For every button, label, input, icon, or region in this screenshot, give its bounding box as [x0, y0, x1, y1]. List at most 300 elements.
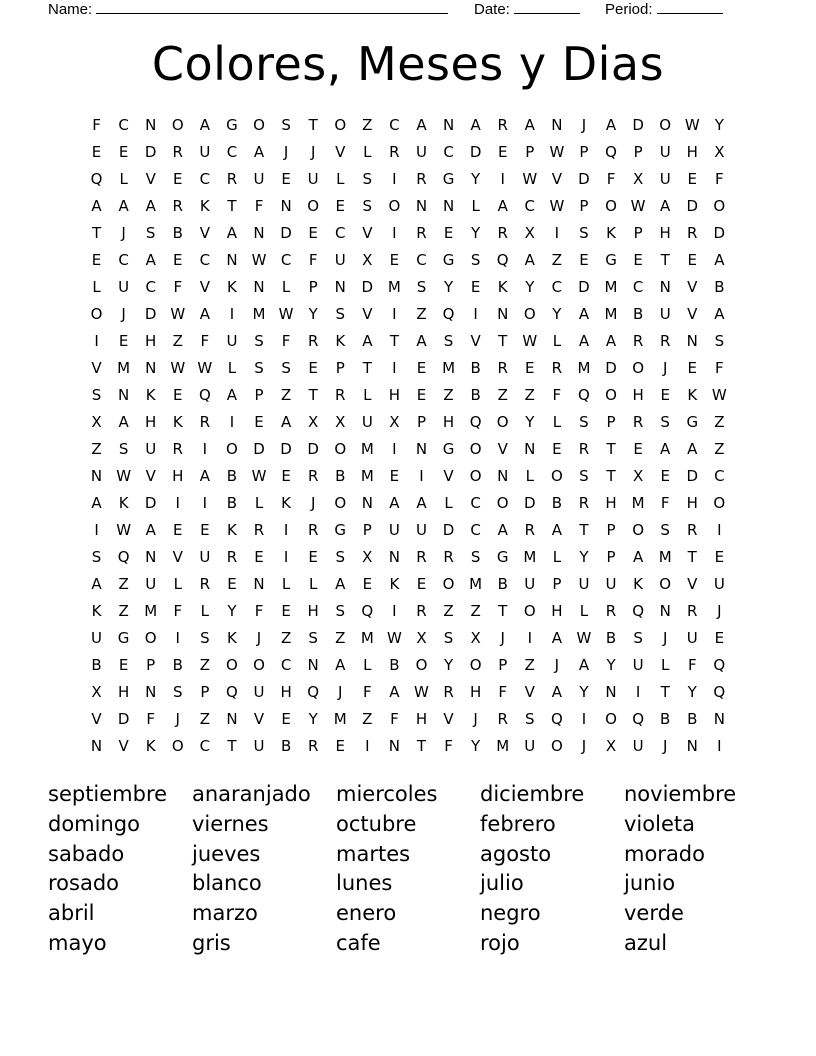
grid-letter: I — [283, 521, 289, 539]
grid-letter: P — [525, 143, 535, 161]
word-bank-item: miercoles — [336, 782, 438, 806]
grid-letter: A — [145, 521, 156, 539]
grid-letter: X — [389, 413, 400, 431]
grid-letter: A — [660, 197, 671, 215]
grid-letter: J — [500, 629, 505, 647]
name-field — [48, 0, 448, 19]
grid-letter: F — [552, 386, 562, 404]
grid-letter: K — [118, 494, 129, 512]
grid-letter: A — [551, 629, 562, 647]
grid-letter: P — [552, 575, 562, 593]
grid-letter: Z — [335, 629, 346, 647]
grid-letter: L — [254, 494, 264, 512]
grid-letter: K — [227, 278, 237, 296]
grid-letter: M — [144, 602, 158, 620]
grid-letter: V — [91, 710, 102, 728]
grid-letter: N — [280, 197, 292, 215]
grid-letter: C — [551, 278, 563, 296]
grid-letter: V — [253, 710, 265, 728]
grid-letter: E — [118, 143, 129, 161]
grid-letter: L — [661, 656, 670, 674]
grid-letter: Z — [443, 602, 454, 620]
grid-letter: K — [606, 224, 616, 242]
grid-letter: B — [91, 656, 102, 674]
grid-letter: D — [144, 494, 157, 512]
grid-letter: U — [145, 440, 157, 458]
grid-letter: V — [145, 467, 156, 485]
grid-letter: S — [118, 440, 129, 458]
grid-letter: E — [173, 251, 183, 269]
grid-letter: Y — [308, 305, 318, 323]
grid-letter: S — [579, 413, 589, 431]
grid-letter: L — [525, 467, 534, 485]
grid-letter: S — [281, 359, 291, 377]
grid-letter: B — [632, 305, 644, 323]
grid-letter: C — [443, 143, 454, 161]
grid-letter: A — [470, 116, 481, 134]
grid-letter: T — [660, 683, 670, 701]
grid-letter: C — [118, 116, 129, 134]
grid-letter: K — [633, 575, 644, 593]
grid-row — [83, 328, 733, 355]
grid-letter: A — [524, 116, 535, 134]
grid-letter: R — [632, 332, 644, 350]
grid-letter: M — [333, 710, 347, 728]
word-bank-item: anaranjado — [192, 782, 311, 806]
grid-letter: E — [633, 440, 643, 458]
grid-letter: Z — [714, 440, 725, 458]
grid-letter: W — [251, 251, 267, 269]
grid-letter: A — [551, 683, 562, 701]
grid-letter: E — [335, 197, 345, 215]
grid-letter: O — [442, 575, 455, 593]
grid-letter: G — [226, 116, 238, 134]
grid-letter: S — [254, 359, 264, 377]
grid-letter: R — [199, 413, 211, 431]
grid-letter: P — [254, 386, 264, 404]
grid-letter: S — [579, 467, 589, 485]
grid-letter: N — [253, 575, 265, 593]
grid-letter: Q — [117, 548, 130, 566]
grid-letter: C — [470, 494, 481, 512]
grid-letter: T — [416, 737, 427, 755]
grid-letter: Z — [714, 413, 725, 431]
grid-letter: N — [659, 278, 671, 296]
grid-letter: E — [497, 143, 508, 161]
grid-letter: Y — [443, 656, 454, 674]
grid-letter: O — [605, 710, 617, 728]
grid-letter: Q — [496, 251, 509, 269]
grid-letter: C — [118, 251, 129, 269]
grid-letter: F — [146, 710, 156, 728]
grid-row — [83, 490, 733, 517]
grid-letter: L — [173, 575, 182, 593]
grid-letter: Y — [308, 710, 318, 728]
grid-letter: G — [442, 251, 455, 269]
grid-letter: E — [443, 224, 454, 242]
grid-letter: A — [91, 575, 102, 593]
grid-letter: A — [389, 683, 400, 701]
grid-letter: V — [524, 683, 535, 701]
grid-letter: E — [118, 332, 129, 350]
grid-letter: U — [632, 656, 644, 674]
grid-letter: W — [278, 305, 294, 323]
grid-letter: F — [660, 494, 670, 512]
grid-letter: L — [200, 602, 210, 620]
grid-letter: R — [497, 710, 508, 728]
grid-letter: D — [524, 494, 536, 512]
grid-letter: D — [144, 305, 157, 323]
grid-letter: N — [442, 197, 455, 215]
grid-letter: B — [551, 494, 563, 512]
grid-letter: R — [687, 521, 698, 539]
grid-letter: E — [687, 170, 697, 188]
grid-letter: E — [687, 251, 697, 269]
grid-letter: A — [280, 413, 292, 431]
grid-letter: R — [172, 143, 183, 161]
grid-letter: E — [714, 629, 725, 647]
date-field — [474, 0, 580, 19]
grid-letter: M — [360, 467, 374, 485]
grid-letter: E — [660, 467, 670, 485]
grid-letter: U — [91, 629, 103, 647]
grid-letter: G — [496, 548, 509, 566]
grid-letter: R — [335, 386, 346, 404]
word-bank-item: azul — [624, 930, 668, 955]
grid-letter: G — [334, 521, 347, 539]
grid-letter: S — [633, 629, 643, 647]
grid-letter: N — [524, 440, 536, 458]
grid-letter: R — [172, 197, 183, 215]
grid-letter: T — [579, 521, 589, 539]
grid-letter: R — [416, 548, 427, 566]
grid-letter: I — [202, 494, 208, 512]
grid-letter: F — [200, 332, 210, 350]
grid-letter: R — [389, 143, 400, 161]
grid-letter: Z — [524, 386, 535, 404]
grid-letter: A — [199, 116, 210, 134]
grid-letter: Y — [525, 413, 535, 431]
grid-letter: Y — [552, 305, 562, 323]
grid-letter: F — [715, 170, 724, 188]
date-blank-line — [514, 0, 580, 14]
word-bank-item: noviembre — [624, 782, 737, 806]
grid-letter: E — [416, 359, 427, 377]
grid-letter: F — [606, 170, 616, 188]
grid-letter: U — [145, 575, 157, 593]
grid-letter: Q — [605, 143, 617, 161]
grid-letter: Z — [172, 332, 183, 350]
grid-row — [83, 247, 733, 274]
grid-letter: I — [283, 548, 289, 566]
grid-letter: E — [281, 170, 291, 188]
grid-letter: U — [253, 170, 265, 188]
grid-letter: J — [662, 629, 668, 647]
word-bank-item: enero — [336, 901, 397, 926]
grid-row — [83, 274, 733, 301]
grid-letter: N — [226, 710, 238, 728]
grid-letter: E — [416, 575, 427, 593]
grid-letter: O — [632, 359, 644, 377]
grid-row — [83, 652, 733, 679]
grid-letter: R — [497, 224, 508, 242]
grid-letter: M — [252, 305, 266, 323]
grid-row — [83, 463, 733, 490]
grid-letter: O — [523, 602, 536, 620]
grid-letter: F — [173, 602, 183, 620]
grid-letter: D — [605, 359, 617, 377]
grid-letter: Z — [416, 305, 427, 323]
grid-letter: R — [443, 683, 454, 701]
grid-letter: L — [281, 278, 291, 296]
grid-letter: Q — [713, 656, 726, 674]
grid-letter: C — [524, 197, 536, 215]
grid-letter: T — [660, 251, 670, 269]
grid-letter: U — [605, 575, 617, 593]
grid-letter: K — [145, 386, 156, 404]
grid-letter: H — [686, 143, 698, 161]
grid-letter: K — [91, 602, 102, 620]
grid-letter: J — [121, 224, 126, 242]
grid-letter: N — [226, 251, 238, 269]
grid-letter: W — [576, 629, 592, 647]
grid-letter: A — [199, 467, 210, 485]
grid-letter: F — [254, 602, 264, 620]
grid-letter: B — [226, 494, 238, 512]
grid-row — [83, 733, 733, 760]
grid-letter: A — [226, 386, 238, 404]
grid-letter: O — [334, 494, 347, 512]
grid-letter: S — [714, 332, 725, 350]
grid-letter: B — [172, 224, 183, 242]
page-title: Colores, Meses y Dias — [151, 37, 665, 91]
grid-letter: T — [687, 548, 697, 566]
grid-letter: C — [416, 251, 427, 269]
grid-letter: K — [497, 278, 508, 296]
grid-letter: V — [497, 440, 508, 458]
grid-letter: E — [308, 224, 318, 242]
grid-letter: W — [170, 359, 186, 377]
grid-letter: V — [172, 548, 183, 566]
grid-letter: R — [307, 467, 319, 485]
grid-letter: V — [335, 143, 346, 161]
grid-letter: E — [91, 143, 102, 161]
grid-letter: L — [227, 359, 237, 377]
grid-letter: M — [523, 548, 537, 566]
grid-letter: K — [145, 737, 156, 755]
grid-letter: N — [118, 386, 130, 404]
grid-letter: A — [118, 197, 129, 215]
grid-letter: Z — [362, 710, 373, 728]
grid-letter: L — [92, 278, 101, 296]
grid-letter: E — [254, 413, 264, 431]
grid-letter: C — [199, 251, 211, 269]
word-bank-item: diciembre — [480, 782, 585, 806]
grid-letter: S — [308, 629, 318, 647]
word-bank-item: sabado — [48, 841, 125, 866]
grid-letter: A — [362, 332, 373, 350]
grid-letter: T — [227, 197, 237, 215]
grid-letter: N — [145, 359, 157, 377]
word-bank-item: viernes — [192, 811, 269, 836]
grid-letter: E — [254, 548, 264, 566]
grid-letter: P — [308, 278, 318, 296]
grid-letter: E — [281, 710, 291, 728]
grid-letter: J — [554, 656, 560, 674]
grid-letter: N — [442, 116, 455, 134]
grid-letter: T — [362, 359, 372, 377]
grid-letter: T — [389, 332, 399, 350]
word-bank-item: domingo — [48, 811, 140, 836]
grid-letter: M — [360, 629, 374, 647]
date-label: Date: — [474, 1, 510, 18]
grid-letter: V — [687, 305, 698, 323]
grid-letter: D — [442, 521, 455, 539]
grid-letter: I — [392, 602, 397, 620]
grid-letter: E — [308, 548, 318, 566]
grid-letter: N — [145, 548, 157, 566]
grid-letter: Q — [578, 386, 590, 404]
grid-letter: E — [525, 359, 535, 377]
grid-letter: M — [496, 737, 510, 755]
grid-letter: A — [551, 521, 562, 539]
grid-letter: Y — [227, 602, 237, 620]
grid-letter: A — [714, 251, 725, 269]
grid-letter: S — [660, 413, 670, 431]
grid-letter: O — [388, 197, 401, 215]
grid-letter: L — [552, 548, 562, 566]
grid-letter: N — [415, 197, 428, 215]
grid-letter: F — [390, 710, 399, 728]
grid-letter: J — [283, 143, 289, 161]
grid-letter: D — [117, 710, 130, 728]
grid-letter: L — [579, 602, 589, 620]
grid-letter: D — [469, 143, 482, 161]
grid-letter: X — [524, 224, 535, 242]
grid-letter: A — [660, 440, 671, 458]
grid-letter: M — [387, 278, 401, 296]
grid-letter: V — [118, 737, 129, 755]
grid-letter: O — [469, 467, 482, 485]
grid-letter: D — [686, 467, 699, 485]
grid-letter: R — [632, 413, 644, 431]
grid-letter: Z — [551, 251, 562, 269]
grid-letter: J — [473, 710, 478, 728]
grid-letter: P — [335, 359, 345, 377]
grid-letter: J — [662, 359, 668, 377]
grid-letter: O — [713, 494, 726, 512]
word-bank-item: lunes — [336, 871, 393, 896]
grid-letter: L — [363, 143, 372, 161]
grid-letter: A — [118, 413, 129, 431]
grid-letter: N — [605, 683, 617, 701]
word-bank-item: abril — [48, 901, 95, 926]
grid-letter: P — [606, 413, 616, 431]
grid-letter: X — [632, 170, 644, 188]
grid-letter: F — [444, 737, 453, 755]
grid-letter: V — [443, 710, 454, 728]
grid-letter: U — [307, 170, 319, 188]
grid-letter: A — [145, 197, 156, 215]
grid-letter: O — [334, 440, 347, 458]
grid-letter: W — [386, 629, 402, 647]
grid-letter: Z — [497, 386, 508, 404]
grid-letter: K — [199, 197, 210, 215]
grid-letter: A — [605, 116, 617, 134]
grid-letter: D — [361, 278, 374, 296]
grid-letter: H — [551, 602, 563, 620]
grid-letter: Z — [199, 710, 210, 728]
grid-letter: Y — [471, 170, 481, 188]
grid-row — [83, 544, 733, 571]
grid-letter: N — [334, 278, 346, 296]
grid-letter: F — [363, 683, 372, 701]
grid-letter: U — [199, 548, 211, 566]
grid-letter: Q — [90, 170, 103, 188]
grid-letter: S — [362, 197, 373, 215]
grid-letter: H — [172, 467, 184, 485]
grid-letter: O — [334, 116, 347, 134]
grid-letter: J — [310, 494, 316, 512]
grid-letter: L — [552, 332, 562, 350]
grid-letter: U — [524, 575, 536, 593]
grid-letter: K — [227, 521, 237, 539]
grid-letter: E — [281, 602, 291, 620]
grid-letter: A — [199, 305, 210, 323]
grid-letter: L — [281, 575, 291, 593]
grid-letter: E — [362, 575, 373, 593]
grid-letter: B — [497, 575, 508, 593]
grid-letter: P — [416, 413, 426, 431]
grid-letter: Y — [525, 278, 535, 296]
grid-letter: R — [307, 521, 319, 539]
grid-letter: V — [362, 224, 373, 242]
word-bank-item: octubre — [336, 811, 417, 836]
grid-letter: E — [416, 386, 427, 404]
grid-letter: S — [145, 224, 156, 242]
grid-letter: H — [117, 683, 130, 701]
grid-letter: Z — [362, 116, 373, 134]
grid-letter: N — [145, 116, 157, 134]
grid-letter: O — [632, 521, 644, 539]
grid-letter: B — [687, 710, 698, 728]
grid-letter: E — [281, 467, 291, 485]
grid-letter: I — [392, 170, 397, 188]
grid-letter: Z — [199, 656, 210, 674]
grid-letter: U — [659, 170, 671, 188]
grid-letter: X — [362, 251, 373, 269]
grid-letter: B — [280, 737, 292, 755]
grid-letter: O — [605, 386, 617, 404]
grid-letter: N — [361, 494, 373, 512]
grid-letter: W — [197, 359, 213, 377]
grid-letter: A — [226, 224, 238, 242]
grid-letter: Y — [443, 278, 454, 296]
grid-letter: U — [334, 251, 346, 269]
grid-letter: D — [632, 116, 644, 134]
grid-row — [83, 193, 733, 220]
grid-letter: O — [659, 116, 672, 134]
grid-letter: D — [307, 440, 319, 458]
grid-letter: O — [469, 440, 482, 458]
grid-letter: O — [713, 197, 726, 215]
grid-letter: I — [392, 224, 397, 242]
grid-letter: U — [199, 143, 211, 161]
grid-letter: N — [388, 737, 401, 755]
grid-letter: R — [226, 548, 238, 566]
grid-letter: T — [498, 332, 508, 350]
grid-letter: T — [227, 737, 237, 755]
